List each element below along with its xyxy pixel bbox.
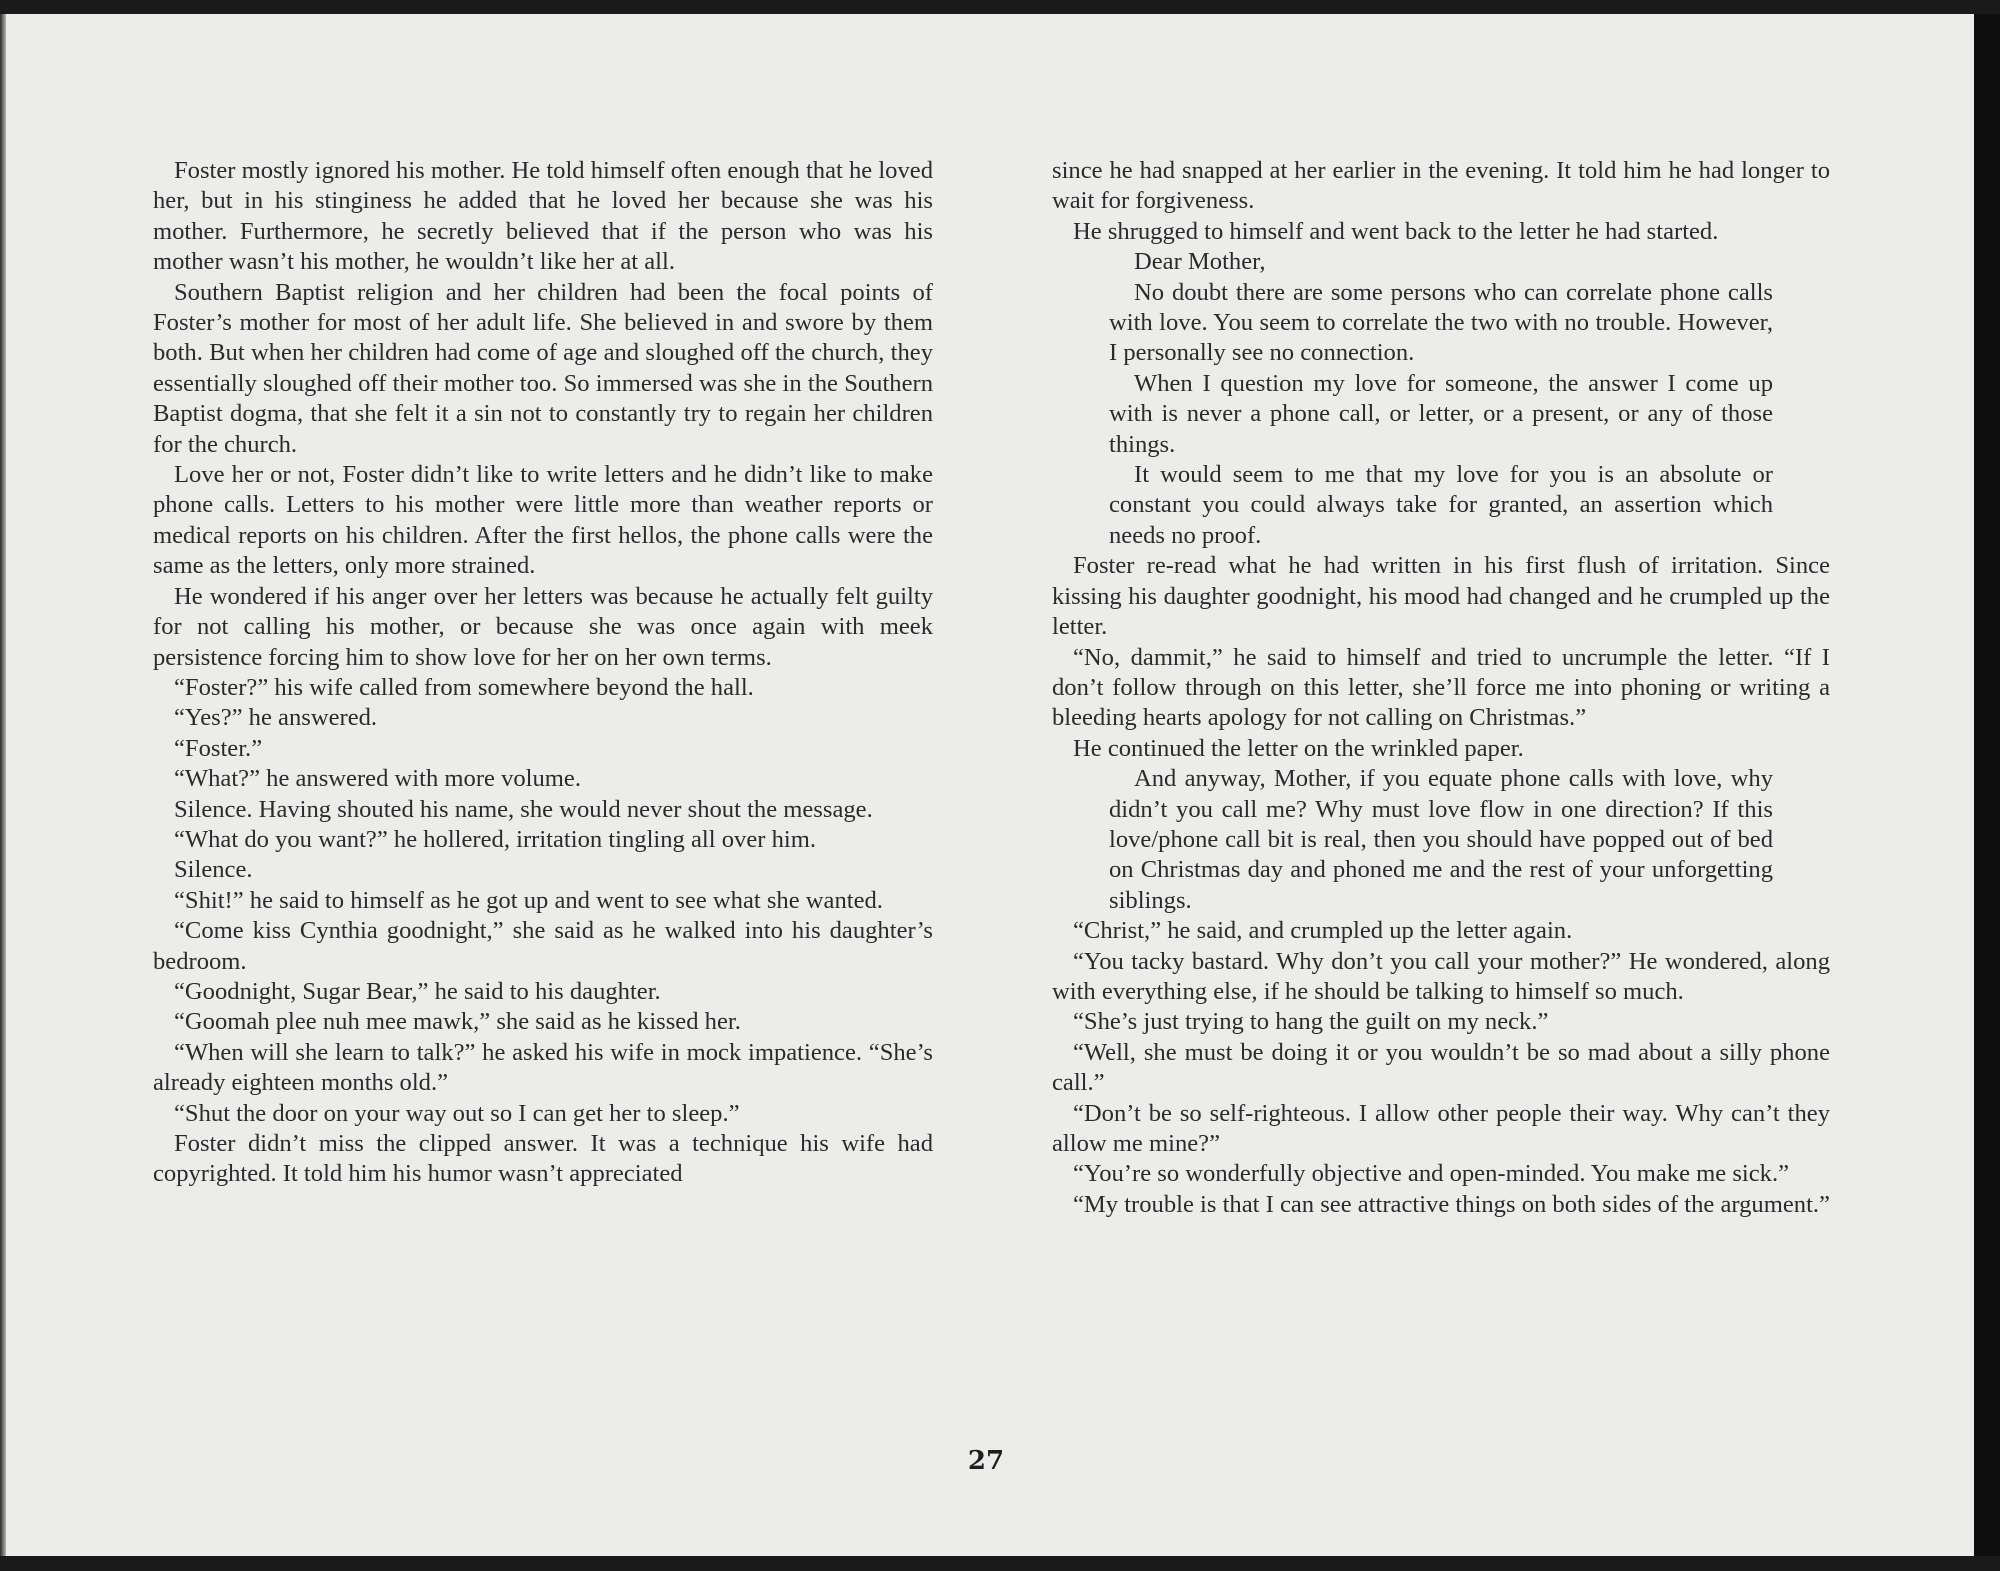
paragraph: And anyway, Mother, if you equate phone calls with love, why didn’t you call me? Why must love flow in one direction? If this love/phone call bit is real, then you should have popped out of bed on Christmas day and phoned me and the rest of your unforgetting siblings. bbox=[1109, 765, 1773, 914]
paragraph: Foster didn’t miss the clipped answer. It was a technique his wife had copyrighted. It told him his humor wasn’t appreciated bbox=[153, 1130, 933, 1188]
paragraph: “My trouble is that I can see attractive things on both sides of the argument.” bbox=[1073, 1190, 1830, 1218]
paragraph: “Well, she must be doing it or you wouldn’t be so mad about a silly phone call.” bbox=[1052, 1038, 1830, 1097]
paragraph: Love her or not, Foster didn’t like to write letters and he didn’t like to make phone calls. Letters to his mother were little more than weather reports or medical reports on his children. After the first hellos, the phone calls were the same as the letters, only more strained. bbox=[153, 461, 933, 580]
paragraph: “What?” he answered with more volume. bbox=[174, 765, 581, 793]
paragraph: No doubt there are some persons who can correlate phone calls with love. You seem to correlate the two with no trouble. However, I personally see no connection. bbox=[1109, 278, 1773, 367]
paragraph: Silence. bbox=[174, 856, 253, 884]
paragraph: He wondered if his anger over her letters was because he actually felt guilty for not calling his mother, or because she was once again with meek persistence forcing him to show love for her on her own terms. bbox=[153, 582, 933, 671]
paragraph: “You’re so wonderfully objective and open-minded. You make me sick.” bbox=[1073, 1160, 1790, 1188]
paragraph: “She’s just trying to hang the guilt on my neck.” bbox=[1073, 1008, 1549, 1036]
paragraph: “Christ,” he said, and crumpled up the letter again. bbox=[1073, 917, 1573, 945]
paragraph: “Foster.” bbox=[174, 734, 263, 762]
paragraph: Foster mostly ignored his mother. He told himself often enough that he loved her, but in his stinginess he added that he loved her because she was his mother. Furthermore, he secretly believed that if the person who was his mother wasn’t his mother, he wouldn’t like her at all. bbox=[153, 157, 933, 276]
paragraph: “Goomah plee nuh mee mawk,” she said as he kissed her. bbox=[174, 1008, 741, 1036]
paragraph: “Shut the door on your way out so I can get her to sleep.” bbox=[174, 1099, 740, 1127]
paragraph: He shrugged to himself and went back to the letter he had started. bbox=[1073, 217, 1719, 245]
paragraph: “Goodnight, Sugar Bear,” he said to his daughter. bbox=[174, 977, 661, 1005]
paragraph: “Come kiss Cynthia goodnight,” she said as he walked into his daughter’s bedroom. bbox=[153, 917, 933, 975]
paragraph: “When will she learn to talk?” he asked his wife in mock impatience. “She’s already eighteen months old.” bbox=[153, 1038, 933, 1097]
paragraph: Silence. Having shouted his name, she would never shout the message. bbox=[174, 795, 873, 823]
paragraph: “Yes?” he answered. bbox=[174, 704, 378, 732]
left-text-column bbox=[153, 156, 933, 1190]
book-page-spread bbox=[6, 14, 1974, 1556]
paragraph: “Foster?” his wife called from somewhere beyond the hall. bbox=[174, 673, 754, 701]
paragraph: Dear Mother, bbox=[1134, 248, 1266, 276]
paragraph: “Don’t be so self-righteous. I allow other people their way. Why can’t they allow me mine?” bbox=[1052, 1099, 1830, 1157]
paragraph: “No, dammit,” he said to himself and tried to uncrumple the letter. “If I don’t follow through on this letter, she’ll force me into phoning or writing a bleeding hearts apology for not calling on Christmas.” bbox=[1052, 643, 1830, 732]
paragraph: “What do you want?” he hollered, irritation tingling all over him. bbox=[174, 825, 816, 853]
background-edge-right bbox=[1972, 14, 2000, 1556]
right-text-column bbox=[1052, 156, 1830, 1220]
paragraph: He continued the letter on the wrinkled paper. bbox=[1073, 734, 1524, 762]
paragraph: since he had snapped at her earlier in the evening. It told him he had longer to wait for forgiveness. bbox=[1052, 157, 1830, 215]
paragraph: It would seem to me that my love for you is an absolute or constant you could always take for granted, an assertion which needs no proof. bbox=[1109, 461, 1773, 549]
paragraph: “Shit!” he said to himself as he got up and went to see what she wanted. bbox=[174, 886, 883, 914]
paragraph: When I question my love for someone, the answer I come up with is never a phone call, or letter, or a present, or any of those things. bbox=[1109, 369, 1773, 458]
page-number: 27 bbox=[967, 1446, 1005, 1476]
paragraph: “You tacky bastard. Why don’t you call your mother?” He wondered, along with everything else, if he should be talking to himself so much. bbox=[1052, 947, 1830, 1005]
paragraph: Southern Baptist religion and her children had been the focal points of Foster’s mother for most of her adult life. She believed in and swore by them both. But when her children had come of age and sloughed off the church, they essentially sloughed off their mother too. So immersed was she in the Southern Baptist dogma, that she felt it a sin not to constantly try to regain her children for the church. bbox=[153, 278, 933, 458]
paragraph: Foster re-read what he had written in his first flush of irritation. Since kissing his daughter goodnight, his mood had changed and he crumpled up the letter. bbox=[1052, 552, 1830, 641]
